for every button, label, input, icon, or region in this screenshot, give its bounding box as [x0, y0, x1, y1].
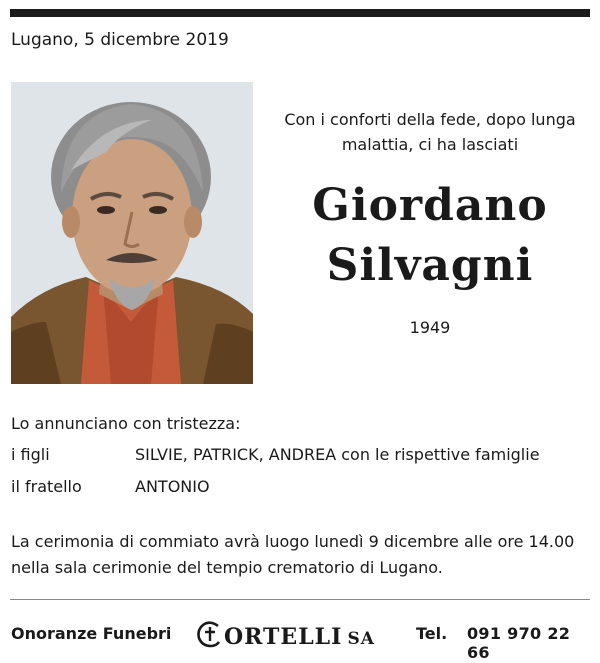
- bottom-rule: [10, 599, 590, 600]
- portrait-illustration: [11, 82, 253, 384]
- relative-role: i figli: [11, 445, 50, 464]
- brand-name: ORTELLI: [224, 624, 343, 650]
- relative-row: [11, 477, 210, 496]
- brand-logo: [197, 620, 375, 650]
- top-rule: [10, 9, 590, 17]
- relative-row: [11, 445, 540, 464]
- place-date: Lugano, 5 dicembre 2019: [11, 30, 229, 50]
- intro-text: Con i conforti della fede, dopo lunga malattia, ci ha lasciati: [284, 110, 576, 154]
- ceremony-text: La cerimonia di commiato avrà luogo lunedì 9 dicembre alle ore 14.00 nella sala cerimonie del tempio crematorio di Lugano.: [11, 532, 575, 577]
- last-name: Silvagni: [326, 240, 534, 291]
- footer-label: Onoranze Funebri: [11, 624, 172, 643]
- brand-suffix: SA: [347, 629, 375, 649]
- announce-line: Lo annunciano con tristezza:: [11, 414, 241, 433]
- relative-names: SILVIE, PATRICK, ANDREA con le rispettive famiglie: [135, 445, 540, 464]
- phone-label: Tel.: [416, 624, 448, 643]
- cross-c-logo-icon: [197, 620, 223, 648]
- portrait-photo: [11, 82, 253, 384]
- phone-number: 091 970 22 66: [467, 624, 571, 662]
- relative-role: il fratello: [11, 477, 82, 496]
- birth-year: 1949: [409, 318, 451, 337]
- relative-names: ANTONIO: [135, 477, 210, 496]
- first-name: Giordano: [312, 180, 548, 231]
- funeral-home-footer: [11, 620, 591, 662]
